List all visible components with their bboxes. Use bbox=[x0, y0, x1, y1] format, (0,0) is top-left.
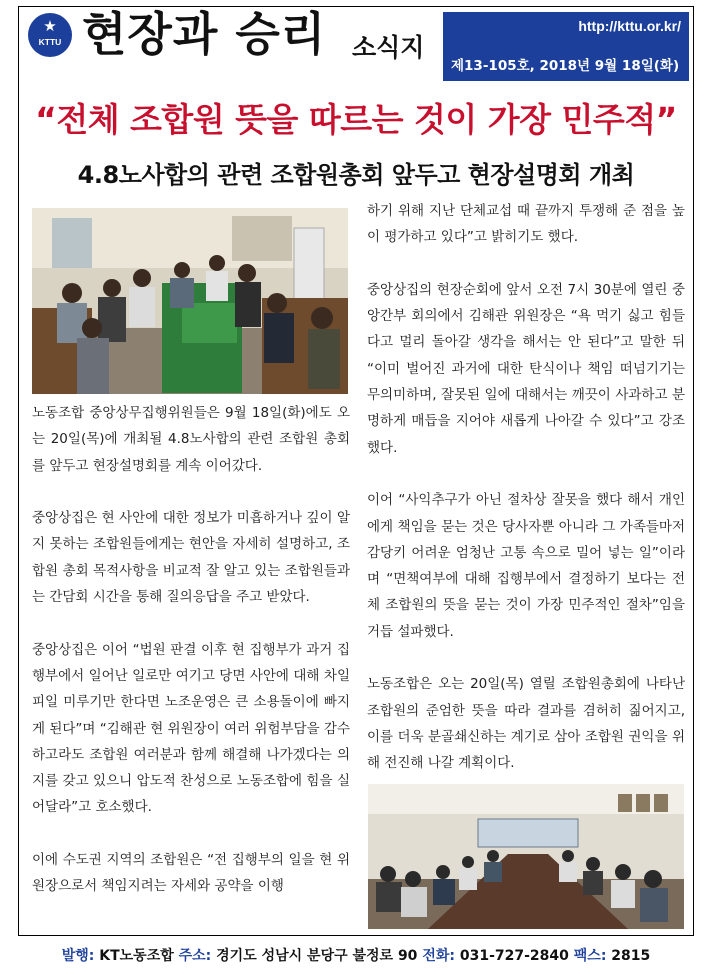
phone: 031-727-2840 bbox=[459, 948, 569, 964]
masthead-subtitle: 소식지 bbox=[352, 33, 425, 62]
headline: “전체 조합원 뜻을 따르는 것이 가장 민주적” bbox=[35, 100, 677, 139]
address: 경기도 성남시 분당구 불정로 90 bbox=[216, 948, 418, 964]
footer bbox=[0, 945, 712, 965]
article-paragraph: 중앙상집은 현 사안에 대한 정보가 미흡하거나 깊이 알지 못하는 조합원들에게는 현안을 자세히 설명하고, 조합원 총회 목적사항을 비교적 잘 알고 있는 조합원들과는 간담회 시간을 통해 질의응답을 주고 받았다. bbox=[32, 510, 350, 606]
logo-text: KTTU bbox=[38, 37, 62, 47]
meeting-photo-1 bbox=[32, 208, 348, 394]
article-paragraph: 중앙상집은 이어 “법원 판결 이후 현 집행부가 과거 집행부에서 일어난 일로만 여기고 당면 사안에 대해 차일피일 미루기만 한다면 노조운영은 큰 소용돌이에 빠지게 된다”며 “김해관 현 위원장이 여러 위험부담을 감수하고라도 조합원 여러분과 함께 해결해 나가겠다는 의지를 갖고 있으니 압도적 찬성으로 노동조합에 힘을 실어달라”고 호소했다. bbox=[32, 641, 350, 816]
meeting-photo-2 bbox=[368, 784, 684, 929]
website-url[interactable]: http://kttu.or.kr/ bbox=[578, 18, 681, 34]
article-column-left bbox=[32, 400, 350, 926]
article-paragraph: 노동조합 중앙상무집행위원들은 9월 18일(화)에도 오는 20일(목)에 개최될 4.8노사합의 관련 조합원 총회를 앞두고 현장설명회를 계속 이어갔다. bbox=[32, 405, 350, 474]
article-paragraph: 하기 위해 지난 단체교섭 때 끝까지 투쟁해 준 점을 높이 평가하고 있다”고 밝히기도 했다. bbox=[367, 203, 685, 246]
fax-label: 팩스: bbox=[573, 948, 607, 964]
star-icon: ★ bbox=[43, 17, 57, 35]
publisher-label: 발행: bbox=[61, 948, 95, 964]
phone-label: 전화: bbox=[422, 948, 455, 964]
article-column-right bbox=[367, 198, 685, 803]
article-paragraph: 중앙상집의 현장순회에 앞서 오전 7시 30분에 열린 중앙간부 회의에서 김해관 위원장은 “욕 먹기 싫고 힘들다고 멀리 돌아갈 생각을 해서는 안 된다”고 말한 뒤 “이미 벌어진 과거에 대한 탄식이나 책임 떠넘기기는 무의미하며, 잘못된 일에 대해서는 깨끗이 사과하고 분명하게 매듭을 지어야 새롭게 나아갈 수 있다”고 강조했다. bbox=[367, 281, 685, 456]
issue-number-date: 제13-105호, 2018년 9월 18일(화) bbox=[451, 58, 680, 74]
publisher: KT노동조합 bbox=[99, 948, 174, 964]
article-paragraph: 이에 수도권 지역의 조합원은 “전 집행부의 일을 현 위원장으로서 책임지려는 자세와 공약을 이행 bbox=[32, 852, 350, 895]
issue-info-box bbox=[443, 12, 689, 81]
subheadline: 4.8노사합의 관련 조합원총회 앞두고 현장설명회 개최 bbox=[77, 161, 635, 189]
masthead-title: 현장과 승리 bbox=[82, 7, 327, 61]
union-logo bbox=[28, 13, 72, 57]
article-paragraph: 이어 “사익추구가 아닌 절차상 잘못을 했다 해서 개인에게 책임을 묻는 것은 당사자뿐 아니라 그 가족들마저 감당키 어려운 엄청난 고통 속으로 밀어 넣는 일”이라며 “면책여부에 대해 집행부에서 결정하기 보다는 전체 조합원의 뜻을 묻는 것이 가장 민주적인 절차”임을 거듭 설파했다. bbox=[367, 492, 685, 640]
address-label: 주소: bbox=[178, 948, 212, 964]
article-paragraph: 노동조합은 오는 20일(목) 열릴 조합원총회에 나타난 조합원의 준엄한 뜻을 따라 결과를 겸허히 짊어지고, 이를 더욱 분골쇄신하는 계기로 삼아 조합원 권익을 위해 전진해 나갈 계획이다. bbox=[367, 676, 685, 772]
fax: 2815 bbox=[611, 948, 651, 964]
